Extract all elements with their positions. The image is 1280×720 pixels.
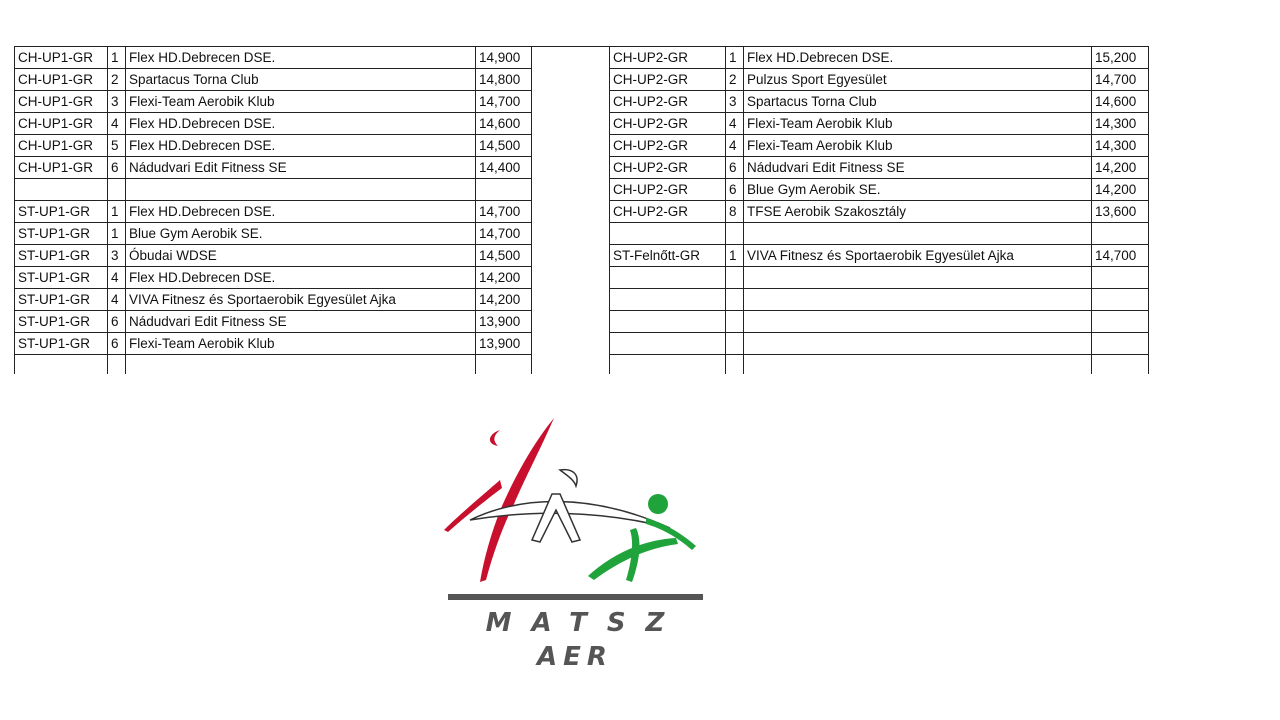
left-rank-cell: 4 (108, 267, 126, 289)
logo-text-matsz: MATSZ (485, 608, 685, 638)
right-score-cell: 14,300 (1092, 135, 1149, 157)
left-category-cell: CH-UP1-GR (15, 157, 108, 179)
left-score-cell: 14,700 (476, 201, 532, 223)
left-score-cell: 14,500 (476, 135, 532, 157)
right-rank-cell (726, 223, 744, 245)
right-category-cell (610, 289, 726, 311)
right-club-cell (744, 355, 1092, 375)
right-club-cell (744, 311, 1092, 333)
right-rank-cell: 1 (726, 47, 744, 69)
right-category-cell: CH-UP2-GR (610, 47, 726, 69)
left-club-cell: Nádudvari Edit Fitness SE (126, 157, 476, 179)
right-score-cell (1092, 223, 1149, 245)
left-score-cell: 13,900 (476, 311, 532, 333)
right-rank-cell: 2 (726, 69, 744, 91)
right-score-cell: 14,200 (1092, 179, 1149, 201)
left-score-cell: 14,200 (476, 267, 532, 289)
column-gap (532, 333, 610, 355)
right-score-cell: 14,700 (1092, 245, 1149, 267)
right-club-cell: Flexi-Team Aerobik Klub (744, 135, 1092, 157)
left-score-cell: 14,400 (476, 157, 532, 179)
right-score-cell: 14,600 (1092, 91, 1149, 113)
left-club-cell: Flexi-Team Aerobik Klub (126, 333, 476, 355)
left-score-cell: 14,600 (476, 113, 532, 135)
right-category-cell (610, 311, 726, 333)
right-club-cell: Spartacus Torna Club (744, 91, 1092, 113)
right-category-cell: CH-UP2-GR (610, 201, 726, 223)
left-category-cell: ST-UP1-GR (15, 201, 108, 223)
column-gap (532, 289, 610, 311)
right-rank-cell: 6 (726, 179, 744, 201)
table-row (15, 333, 1149, 355)
matsz-aer-logo (440, 410, 710, 680)
right-category-cell (610, 223, 726, 245)
right-category-cell: ST-Felnőtt-GR (610, 245, 726, 267)
table-row (15, 113, 1149, 135)
right-category-cell: CH-UP2-GR (610, 157, 726, 179)
right-category-cell (610, 267, 726, 289)
right-rank-cell (726, 355, 744, 375)
table-row (15, 311, 1149, 333)
right-rank-cell (726, 333, 744, 355)
right-club-cell (744, 289, 1092, 311)
left-score-cell: 14,700 (476, 223, 532, 245)
left-club-cell: Flex HD.Debrecen DSE. (126, 47, 476, 69)
left-rank-cell: 6 (108, 157, 126, 179)
left-rank-cell: 5 (108, 135, 126, 157)
left-club-cell: Flex HD.Debrecen DSE. (126, 135, 476, 157)
right-club-cell: Flex HD.Debrecen DSE. (744, 47, 1092, 69)
left-score-cell: 14,200 (476, 289, 532, 311)
left-score-cell: 14,700 (476, 91, 532, 113)
left-score-cell (476, 355, 532, 375)
right-score-cell: 14,200 (1092, 157, 1149, 179)
column-gap (532, 135, 610, 157)
left-rank-cell: 3 (108, 91, 126, 113)
table-row (15, 289, 1149, 311)
right-rank-cell (726, 311, 744, 333)
right-club-cell: TFSE Aerobik Szakosztály (744, 201, 1092, 223)
right-rank-cell: 6 (726, 157, 744, 179)
table-row (15, 157, 1149, 179)
column-gap (532, 113, 610, 135)
left-category-cell: CH-UP1-GR (15, 113, 108, 135)
left-category-cell: ST-UP1-GR (15, 245, 108, 267)
left-rank-cell: 1 (108, 223, 126, 245)
left-club-cell: Óbudai WDSE (126, 245, 476, 267)
left-club-cell: Flex HD.Debrecen DSE. (126, 113, 476, 135)
left-category-cell: ST-UP1-GR (15, 333, 108, 355)
table-row (15, 47, 1149, 69)
left-rank-cell: 3 (108, 245, 126, 267)
column-gap (532, 223, 610, 245)
right-rank-cell (726, 289, 744, 311)
left-rank-cell: 4 (108, 113, 126, 135)
gymnast-figures-emblem (440, 410, 710, 605)
right-score-cell: 15,200 (1092, 47, 1149, 69)
left-rank-cell (108, 179, 126, 201)
right-club-cell (744, 223, 1092, 245)
right-club-cell: Blue Gym Aerobik SE. (744, 179, 1092, 201)
right-category-cell: CH-UP2-GR (610, 135, 726, 157)
left-club-cell: Nádudvari Edit Fitness SE (126, 311, 476, 333)
left-rank-cell: 6 (108, 333, 126, 355)
left-club-cell: Flexi-Team Aerobik Klub (126, 91, 476, 113)
left-rank-cell: 1 (108, 201, 126, 223)
left-score-cell: 14,800 (476, 69, 532, 91)
left-rank-cell (108, 355, 126, 375)
right-club-cell: Flexi-Team Aerobik Klub (744, 113, 1092, 135)
logo-text-aer: AER (537, 642, 613, 672)
right-score-cell (1092, 311, 1149, 333)
right-rank-cell: 4 (726, 113, 744, 135)
right-club-cell: Pulzus Sport Egyesület (744, 69, 1092, 91)
right-club-cell (744, 267, 1092, 289)
left-club-cell: Spartacus Torna Club (126, 69, 476, 91)
left-category-cell (15, 355, 108, 375)
table-row (15, 201, 1149, 223)
left-club-cell: Flex HD.Debrecen DSE. (126, 201, 476, 223)
left-category-cell: CH-UP1-GR (15, 135, 108, 157)
right-category-cell: CH-UP2-GR (610, 69, 726, 91)
column-gap (532, 311, 610, 333)
right-rank-cell: 3 (726, 91, 744, 113)
left-category-cell: ST-UP1-GR (15, 267, 108, 289)
left-score-cell (476, 179, 532, 201)
right-score-cell: 13,600 (1092, 201, 1149, 223)
right-rank-cell: 8 (726, 201, 744, 223)
left-category-cell: CH-UP1-GR (15, 91, 108, 113)
left-category-cell: ST-UP1-GR (15, 223, 108, 245)
column-gap (532, 47, 610, 69)
left-club-cell (126, 179, 476, 201)
left-rank-cell: 2 (108, 69, 126, 91)
left-club-cell: Blue Gym Aerobik SE. (126, 223, 476, 245)
table-row (15, 135, 1149, 157)
left-score-cell: 14,900 (476, 47, 532, 69)
results-table (14, 46, 1149, 374)
right-rank-cell: 4 (726, 135, 744, 157)
table-row (15, 179, 1149, 201)
left-rank-cell: 6 (108, 311, 126, 333)
right-category-cell: CH-UP2-GR (610, 113, 726, 135)
table-row (15, 223, 1149, 245)
left-category-cell (15, 179, 108, 201)
right-score-cell (1092, 355, 1149, 375)
right-category-cell (610, 333, 726, 355)
left-category-cell: ST-UP1-GR (15, 311, 108, 333)
right-score-cell (1092, 333, 1149, 355)
right-score-cell (1092, 267, 1149, 289)
table-row (15, 245, 1149, 267)
right-score-cell: 14,300 (1092, 113, 1149, 135)
left-score-cell: 13,900 (476, 333, 532, 355)
left-club-cell (126, 355, 476, 375)
table-row (15, 267, 1149, 289)
column-gap (532, 179, 610, 201)
right-club-cell (744, 333, 1092, 355)
column-gap (532, 267, 610, 289)
column-gap (532, 157, 610, 179)
right-rank-cell: 1 (726, 245, 744, 267)
column-gap (532, 91, 610, 113)
right-category-cell: CH-UP2-GR (610, 179, 726, 201)
left-club-cell: Flex HD.Debrecen DSE. (126, 267, 476, 289)
right-category-cell: CH-UP2-GR (610, 91, 726, 113)
left-category-cell: CH-UP1-GR (15, 69, 108, 91)
table-row (15, 69, 1149, 91)
right-score-cell: 14,700 (1092, 69, 1149, 91)
table-row (15, 91, 1149, 113)
right-category-cell (610, 355, 726, 375)
left-club-cell: VIVA Fitnesz és Sportaerobik Egyesület Ajka (126, 289, 476, 311)
left-category-cell: CH-UP1-GR (15, 47, 108, 69)
column-gap (532, 355, 610, 375)
left-category-cell: ST-UP1-GR (15, 289, 108, 311)
column-gap (532, 245, 610, 267)
right-rank-cell (726, 267, 744, 289)
right-club-cell: VIVA Fitnesz és Sportaerobik Egyesület Ajka (744, 245, 1092, 267)
column-gap (532, 201, 610, 223)
left-rank-cell: 1 (108, 47, 126, 69)
right-score-cell (1092, 289, 1149, 311)
table-row (15, 355, 1149, 375)
right-club-cell: Nádudvari Edit Fitness SE (744, 157, 1092, 179)
left-rank-cell: 4 (108, 289, 126, 311)
left-score-cell: 14,500 (476, 245, 532, 267)
column-gap (532, 69, 610, 91)
